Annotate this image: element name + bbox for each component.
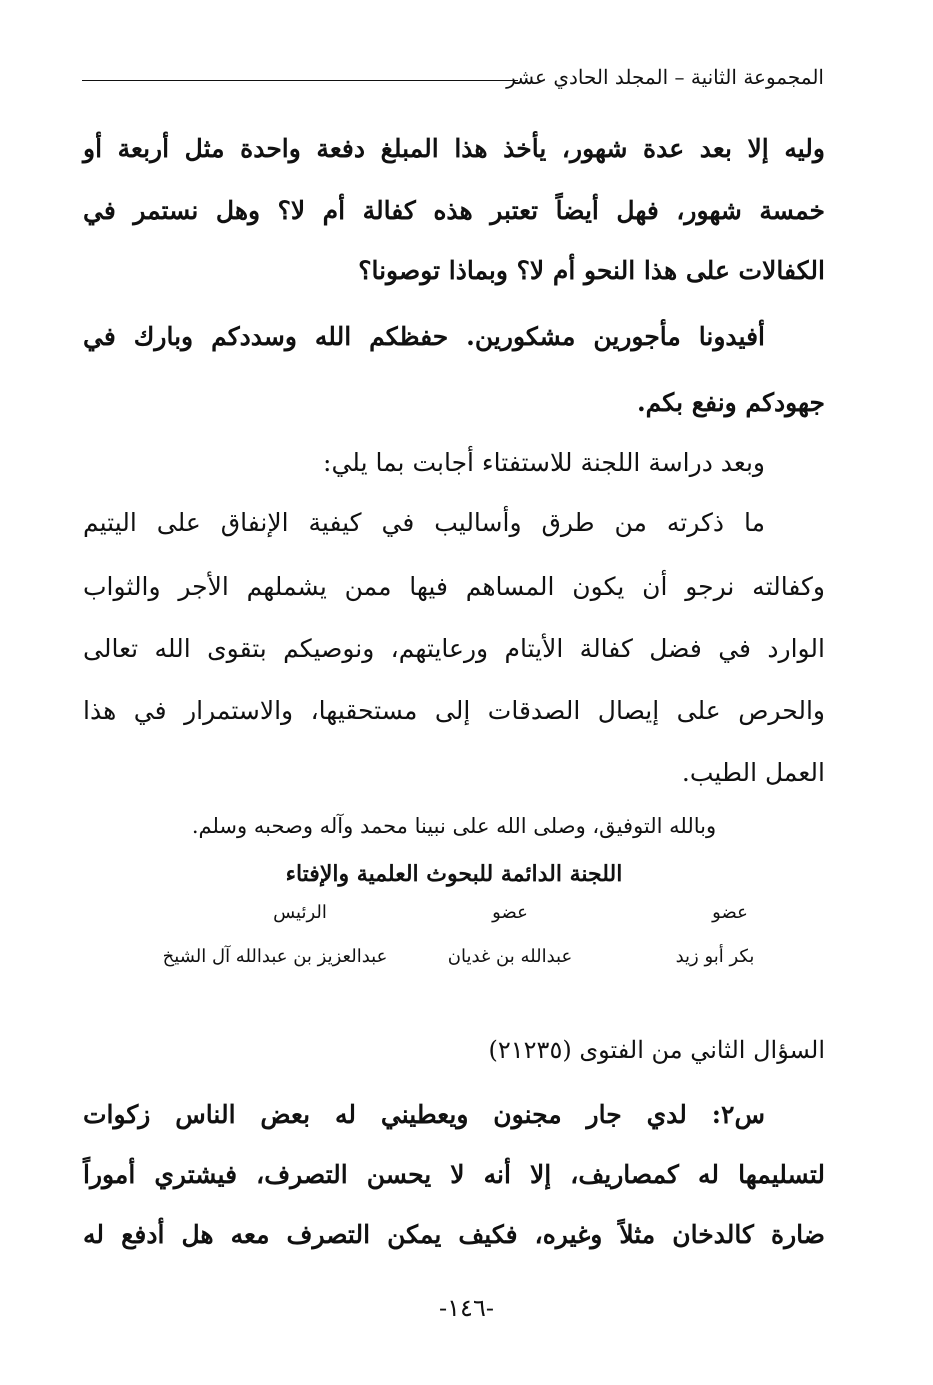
answer-line-1: ما ذكرته من طرق وأساليب في كيفية الإنفاق على اليتيم (83, 508, 765, 537)
running-header (82, 62, 824, 92)
question2-line-1: س٢: لدي جار مجنون ويعطيني له بعض الناس زكوات (83, 1100, 765, 1129)
answer-line-4: والحرص على إيصال الصدقات إلى مستحقيها، والاستمرار في هذا (83, 696, 825, 725)
closing-line: وبالله التوفيق، وصلى الله على نبينا محمد وآله وصحبه وسلم. (191, 814, 717, 838)
signatory-role: الرئيس (273, 902, 327, 923)
question-line-4: أفيدونا مأجورين مشكورين. حفظكم الله وسددكم وبارك في (83, 322, 765, 351)
answer-line-2: وكفالته نرجو أن يكون المساهم فيها ممن يشملهم الأجر والثواب (83, 572, 825, 601)
question-line-5: جهودكم ونفع بكم. (636, 388, 825, 417)
committee-name: اللجنة الدائمة للبحوث العلمية والإفتاء (285, 861, 623, 887)
header-title: المجموعة الثانية – المجلد الحادي عشر (506, 65, 824, 89)
answer-line-3: الوارد في فضل كفالة الأيتام ورعايتهم، ونوصيكم بتقوى الله تعالى (83, 634, 825, 663)
signatory-name: عبدالعزيز بن عبدالله آل الشيخ (162, 946, 388, 967)
question2-line-3: ضارة كالدخان مثلاً وغيره، فكيف يمكن التصرف معه هل أدفع له (83, 1220, 825, 1249)
question-line-1: وليه إلا بعد عدة شهور، يأخذ هذا المبلغ دفعة واحدة مثل أربعة أو (83, 134, 825, 163)
header-rule (82, 80, 518, 81)
signatory-role: عضو (712, 902, 748, 923)
question-line-2: خمسة شهور، فهل أيضاً تعتبر هذه كفالة أم لا؟ وهل نستمر في (83, 196, 825, 225)
signatory-name: بكر أبو زيد (675, 946, 755, 967)
answer-intro: وبعد دراسة اللجنة للاستفتاء أجابت بما يلي: (323, 448, 765, 477)
question2-line-2: لتسليمها له كمصاريف، إلا أنه لا يحسن التصرف، فيشتري أموراً (83, 1160, 825, 1189)
signatory-role: عضو (492, 902, 528, 923)
signatory-name: عبدالله بن غديان (447, 946, 573, 967)
question-line-3: الكفالات على هذا النحو أم لا؟ وبماذا توصونا؟ (358, 256, 825, 285)
page-number: -١٤٦- (439, 1294, 494, 1322)
answer-line-5: العمل الطيب. (681, 758, 825, 787)
fatwa-question-title: السؤال الثاني من الفتوى (٢١٢٣٥) (488, 1036, 825, 1064)
